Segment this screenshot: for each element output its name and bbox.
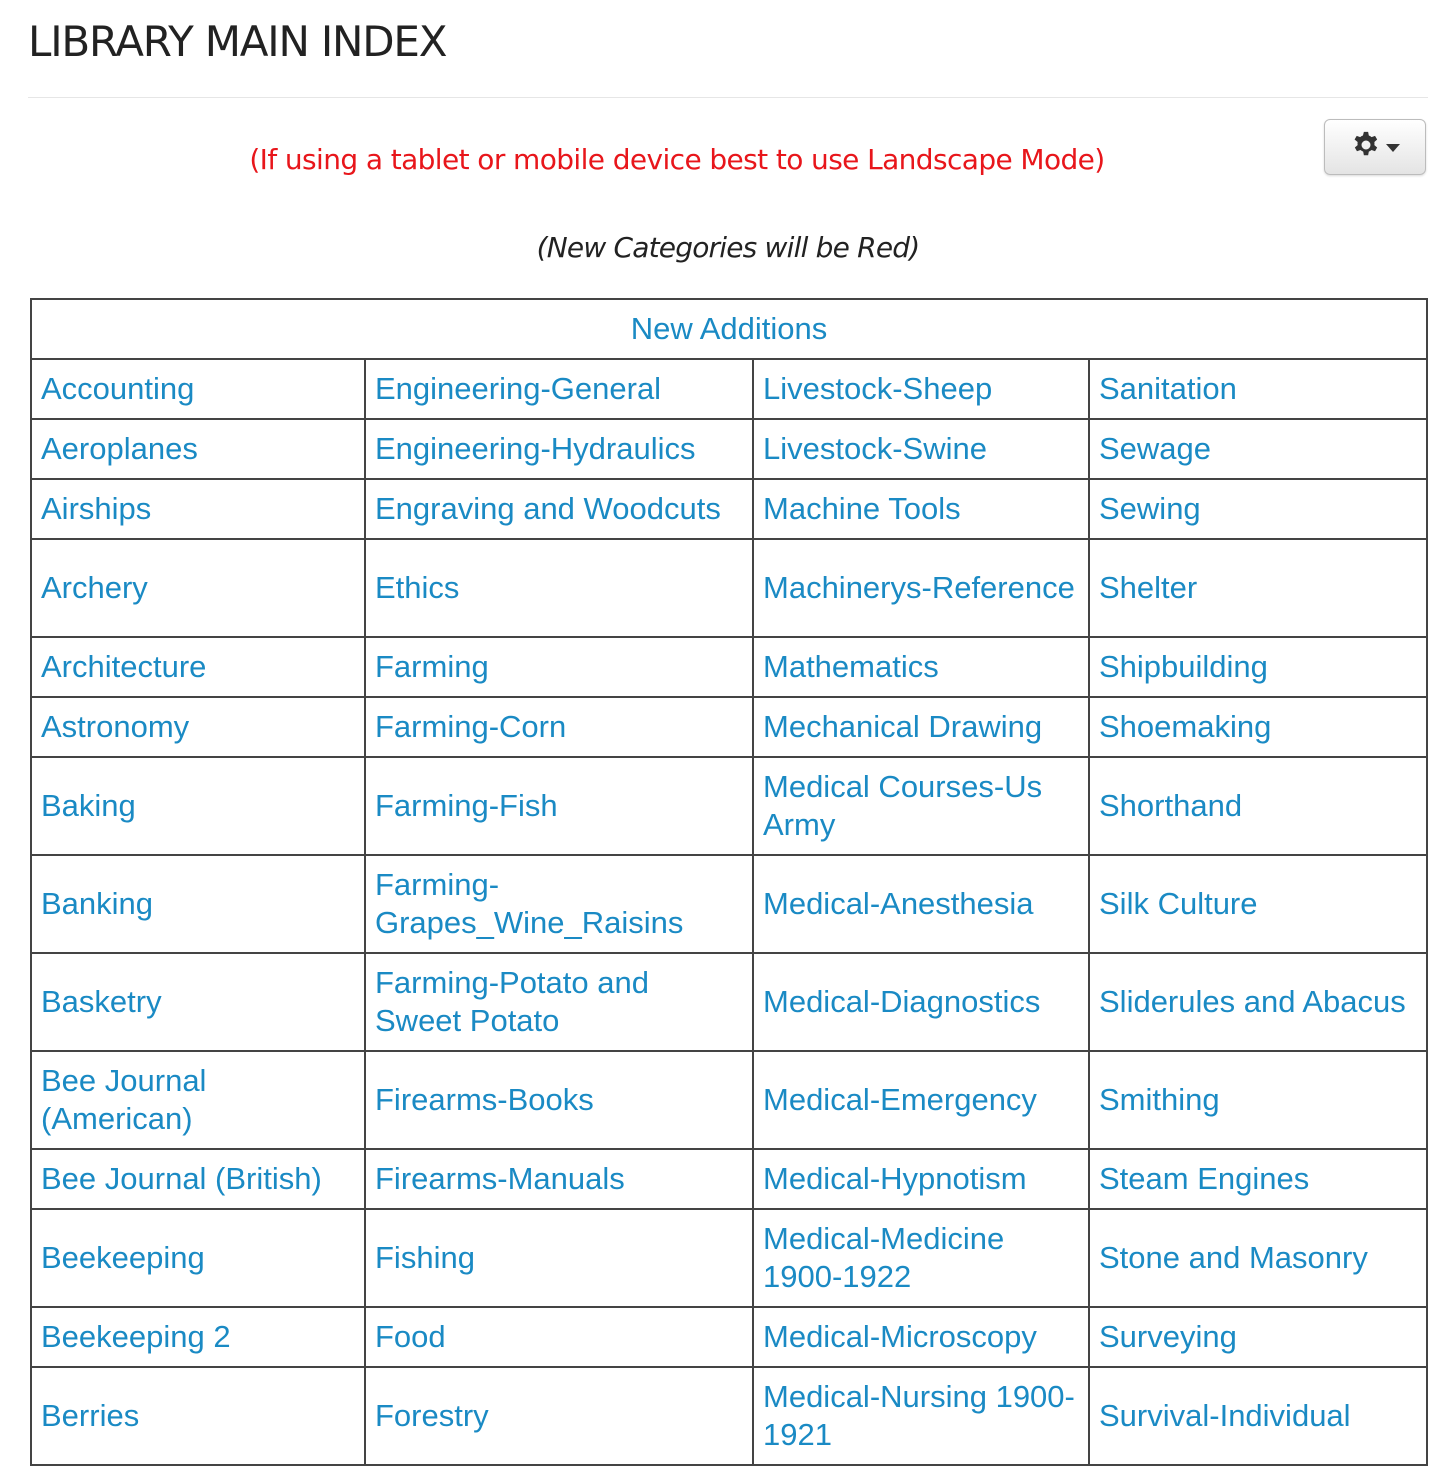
category-link[interactable]: Machinerys-Reference [753, 539, 1089, 637]
category-link[interactable]: Beekeeping 2 [31, 1307, 365, 1367]
new-additions-link[interactable]: New Additions [31, 299, 1427, 359]
category-link[interactable]: Smithing [1089, 1051, 1427, 1149]
category-link[interactable]: Mechanical Drawing [753, 697, 1089, 757]
category-link[interactable]: Shelter [1089, 539, 1427, 637]
table-row [31, 1051, 1427, 1149]
category-link[interactable]: Beekeeping [31, 1209, 365, 1307]
category-link[interactable]: Basketry [31, 953, 365, 1051]
category-link[interactable]: Farming-Corn [365, 697, 753, 757]
category-link[interactable]: Medical-Microscopy [753, 1307, 1089, 1367]
title-divider [28, 97, 1428, 98]
category-link[interactable]: Surveying [1089, 1307, 1427, 1367]
category-link[interactable]: Farming [365, 637, 753, 697]
table-row [31, 757, 1427, 855]
caret-down-icon [1386, 144, 1400, 152]
table-row [31, 539, 1427, 637]
category-link[interactable]: Architecture [31, 637, 365, 697]
table-row [31, 1209, 1427, 1307]
category-link[interactable]: Shorthand [1089, 757, 1427, 855]
category-link[interactable]: Livestock-Sheep [753, 359, 1089, 419]
category-link[interactable]: Firearms-Manuals [365, 1149, 753, 1209]
category-link[interactable]: Farming-Grapes_Wine_Raisins [365, 855, 753, 953]
table-row [31, 697, 1427, 757]
table-row [31, 1307, 1427, 1367]
category-link[interactable]: Silk Culture [1089, 855, 1427, 953]
category-link[interactable]: Baking [31, 757, 365, 855]
category-link[interactable]: Stone and Masonry [1089, 1209, 1427, 1307]
table-row [31, 1367, 1427, 1465]
category-link[interactable]: Livestock-Swine [753, 419, 1089, 479]
category-link[interactable]: Sanitation [1089, 359, 1427, 419]
category-link[interactable]: Bee Journal (American) [31, 1051, 365, 1149]
page-title: LIBRARY MAIN INDEX [28, 17, 447, 66]
category-link[interactable]: Machine Tools [753, 479, 1089, 539]
category-link[interactable]: Astronomy [31, 697, 365, 757]
table-row [31, 855, 1427, 953]
category-link[interactable]: Ethics [365, 539, 753, 637]
category-link[interactable]: Forestry [365, 1367, 753, 1465]
category-link[interactable]: Aeroplanes [31, 419, 365, 479]
category-link[interactable]: Fishing [365, 1209, 753, 1307]
category-link[interactable]: Medical-Emergency [753, 1051, 1089, 1149]
category-link[interactable]: Medical-Nursing 1900-1921 [753, 1367, 1089, 1465]
category-link[interactable]: Sewing [1089, 479, 1427, 539]
table-row [31, 637, 1427, 697]
category-link[interactable]: Engraving and Woodcuts [365, 479, 753, 539]
category-link[interactable]: Bee Journal (British) [31, 1149, 365, 1209]
category-link[interactable]: Mathematics [753, 637, 1089, 697]
category-link[interactable]: Engineering-Hydraulics [365, 419, 753, 479]
table-row [31, 359, 1427, 419]
gear-icon [1351, 130, 1381, 160]
table-row [31, 479, 1427, 539]
category-link[interactable]: Firearms-Books [365, 1051, 753, 1149]
category-link[interactable]: Medical-Diagnostics [753, 953, 1089, 1051]
category-link[interactable]: Medical-Medicine 1900-1922 [753, 1209, 1089, 1307]
new-categories-note: (New Categories will be Red) [536, 231, 920, 264]
category-link[interactable]: Medical-Hypnotism [753, 1149, 1089, 1209]
category-link[interactable]: Food [365, 1307, 753, 1367]
category-link[interactable]: Sewage [1089, 419, 1427, 479]
category-link[interactable]: Medical Courses-Us Army [753, 757, 1089, 855]
category-link[interactable]: Farming-Potato and Sweet Potato [365, 953, 753, 1051]
category-link[interactable]: Berries [31, 1367, 365, 1465]
category-link[interactable]: Archery [31, 539, 365, 637]
table-row [31, 419, 1427, 479]
table-row [31, 953, 1427, 1051]
category-link[interactable]: Shipbuilding [1089, 637, 1427, 697]
category-link[interactable]: Sliderules and Abacus [1089, 953, 1427, 1051]
category-link[interactable]: Medical-Anesthesia [753, 855, 1089, 953]
category-link[interactable]: Engineering-General [365, 359, 753, 419]
category-link[interactable]: Airships [31, 479, 365, 539]
category-link[interactable]: Shoemaking [1089, 697, 1427, 757]
table-row [31, 1149, 1427, 1209]
device-notice: (If using a tablet or mobile device best to use Landscape Mode) [249, 143, 1105, 176]
category-link[interactable]: Survival-Individual [1089, 1367, 1427, 1465]
category-index-table [30, 298, 1428, 1466]
category-link[interactable]: Banking [31, 855, 365, 953]
category-link[interactable]: Accounting [31, 359, 365, 419]
category-link[interactable]: Farming-Fish [365, 757, 753, 855]
category-link[interactable]: Steam Engines [1089, 1149, 1427, 1209]
